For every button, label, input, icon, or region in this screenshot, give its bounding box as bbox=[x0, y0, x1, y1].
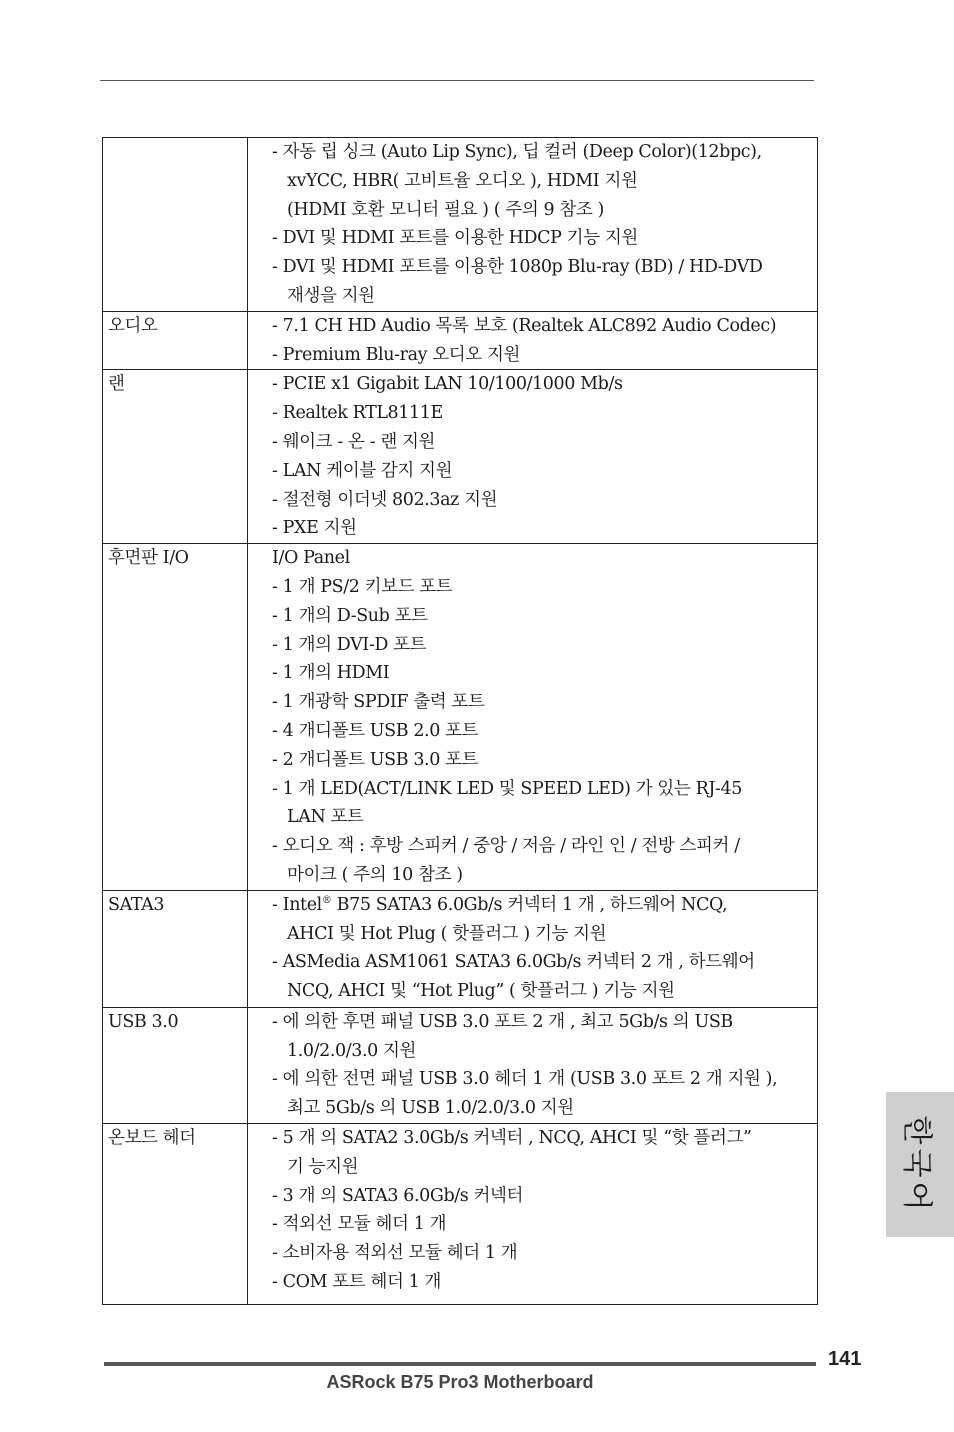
spec-line: I/O Panel bbox=[272, 548, 350, 569]
spec-line: 마이크 ( 주의 10 참조 ) bbox=[287, 864, 463, 885]
spec-line: - Premium Blu-ray 오디오 지원 bbox=[272, 344, 520, 365]
language-tab-label: 한국어 bbox=[899, 1115, 934, 1214]
spec-line-text: B75 SATA3 6.0Gb/s 커넥터 1 개 , 하드웨어 NCQ, bbox=[331, 894, 728, 915]
spec-line: - PXE 지원 bbox=[272, 518, 357, 539]
spec-line: - 1 개광학 SPDIF 출력 포트 bbox=[272, 692, 485, 713]
spec-line: (HDMI 호환 모니터 필요 ) ( 주의 9 참조 ) bbox=[287, 199, 604, 220]
spec-line: - 웨이크 - 온 - 랜 지원 bbox=[272, 431, 436, 452]
footer-title: ASRock B75 Pro3 Motherboard bbox=[326, 1372, 594, 1392]
spec-line: - 1 개 LED(ACT/LINK LED 및 SPEED LED) 가 있는 RJ-45 bbox=[272, 778, 742, 799]
spec-line: - 1 개 PS/2 키보드 포트 bbox=[272, 576, 453, 597]
spec-line: - 3 개 의 SATA3 6.0Gb/s 커넥터 bbox=[272, 1185, 523, 1206]
spec-label: USB 3.0 bbox=[103, 1007, 248, 1123]
spec-row bbox=[103, 1007, 818, 1123]
spec-line: - 절전형 이더넷 802.3az 지원 bbox=[272, 489, 498, 510]
spec-line: - 1 개의 HDMI bbox=[272, 663, 390, 684]
spec-line-text: - Intel bbox=[272, 894, 322, 915]
spec-line: LAN 포트 bbox=[287, 807, 364, 828]
spec-line: 1.0/2.0/3.0 지원 bbox=[287, 1040, 417, 1061]
spec-line: 최고 5Gb/s 의 USB 1.0/2.0/3.0 지원 bbox=[287, 1098, 574, 1119]
spec-row bbox=[103, 370, 818, 544]
spec-line: - 5 개 의 SATA2 3.0Gb/s 커넥터 , NCQ, AHCI 및 “핫 플러그” bbox=[272, 1127, 752, 1148]
spec-line: xvYCC, HBR( 고비트율 오디오 ), HDMI 지원 bbox=[287, 170, 638, 191]
spec-line: NCQ, AHCI 및 “Hot Plug” ( 핫플러그 ) 기능 지원 bbox=[287, 981, 675, 1002]
spec-line: - 2 개디폴트 USB 3.0 포트 bbox=[272, 749, 479, 770]
spec-label bbox=[103, 138, 248, 312]
spec-line: - 7.1 CH HD Audio 목록 보호 (Realtek ALC892 Audio Codec) bbox=[272, 315, 777, 336]
spec-line: - 소비자용 적외선 모듈 헤더 1 개 bbox=[272, 1243, 518, 1264]
spec-line: - Realtek RTL8111E bbox=[272, 403, 443, 424]
spec-label: SATA3 bbox=[103, 890, 248, 1007]
spec-value bbox=[248, 138, 818, 312]
spec-line: - 자동 립 싱크 (Auto Lip Sync), 딥 컬러 (Deep Color)(12bpc), bbox=[272, 142, 762, 162]
spec-line: - 에 의한 후면 패널 USB 3.0 포트 2 개 , 최고 5Gb/s 의 USB bbox=[272, 1011, 733, 1032]
language-tab bbox=[886, 1092, 954, 1237]
spec-row bbox=[103, 311, 818, 370]
spec-line: - LAN 케이블 감지 지원 bbox=[272, 460, 453, 481]
spec-line: 재생을 지원 bbox=[287, 285, 375, 306]
spec-label: 랜 bbox=[103, 370, 248, 544]
spec-label: 온보드 헤더 bbox=[103, 1123, 248, 1304]
spec-line: 기 능지원 bbox=[287, 1156, 359, 1177]
spec-value bbox=[248, 544, 818, 891]
spec-value bbox=[248, 370, 818, 544]
spec-table bbox=[102, 137, 818, 1305]
spec-line: - 4 개디폴트 USB 2.0 포트 bbox=[272, 720, 479, 741]
spec-label: 후면판 I/O bbox=[103, 544, 248, 891]
spec-value bbox=[248, 311, 818, 370]
spec-line: - 오디오 잭 : 후방 스피커 / 중앙 / 저음 / 라인 인 / 전방 스피커 / bbox=[272, 836, 740, 857]
spec-line: - 1 개의 D-Sub 포트 bbox=[272, 605, 428, 626]
trademark-symbol: ® bbox=[321, 894, 332, 906]
footer-rule bbox=[104, 1362, 816, 1366]
spec-line: - COM 포트 헤더 1 개 bbox=[272, 1271, 442, 1292]
page-number: 141 bbox=[828, 1348, 862, 1370]
spec-line: - 적외선 모듈 헤더 1 개 bbox=[272, 1214, 447, 1235]
spec-line: - ASMedia ASM1061 SATA3 6.0Gb/s 커넥터 2 개 , 하드웨어 bbox=[272, 952, 755, 973]
spec-line: - DVI 및 HDMI 포트를 이용한 HDCP 기능 지원 bbox=[272, 228, 638, 249]
spec-line: AHCI 및 Hot Plug ( 핫플러그 ) 기능 지원 bbox=[287, 923, 607, 944]
spec-line: - DVI 및 HDMI 포트를 이용한 1080p Blu-ray (BD) / HD-DVD bbox=[272, 257, 763, 278]
spec-row bbox=[103, 544, 818, 891]
spec-value bbox=[248, 1123, 818, 1304]
spec-value bbox=[248, 1007, 818, 1123]
spec-row bbox=[103, 890, 818, 1007]
spec-value bbox=[248, 890, 818, 1007]
top-rule bbox=[100, 80, 814, 81]
spec-row bbox=[103, 138, 818, 312]
spec-line: - PCIE x1 Gigabit LAN 10/100/1000 Mb/s bbox=[272, 374, 623, 395]
spec-table-body bbox=[103, 138, 818, 1305]
spec-line: - 에 의한 전면 패널 USB 3.0 헤더 1 개 (USB 3.0 포트 2 개 지원 ), bbox=[272, 1069, 778, 1090]
spec-line: - 1 개의 DVI-D 포트 bbox=[272, 634, 427, 655]
spec-label: 오디오 bbox=[103, 311, 248, 370]
spec-line bbox=[272, 891, 815, 920]
spec-row bbox=[103, 1123, 818, 1304]
